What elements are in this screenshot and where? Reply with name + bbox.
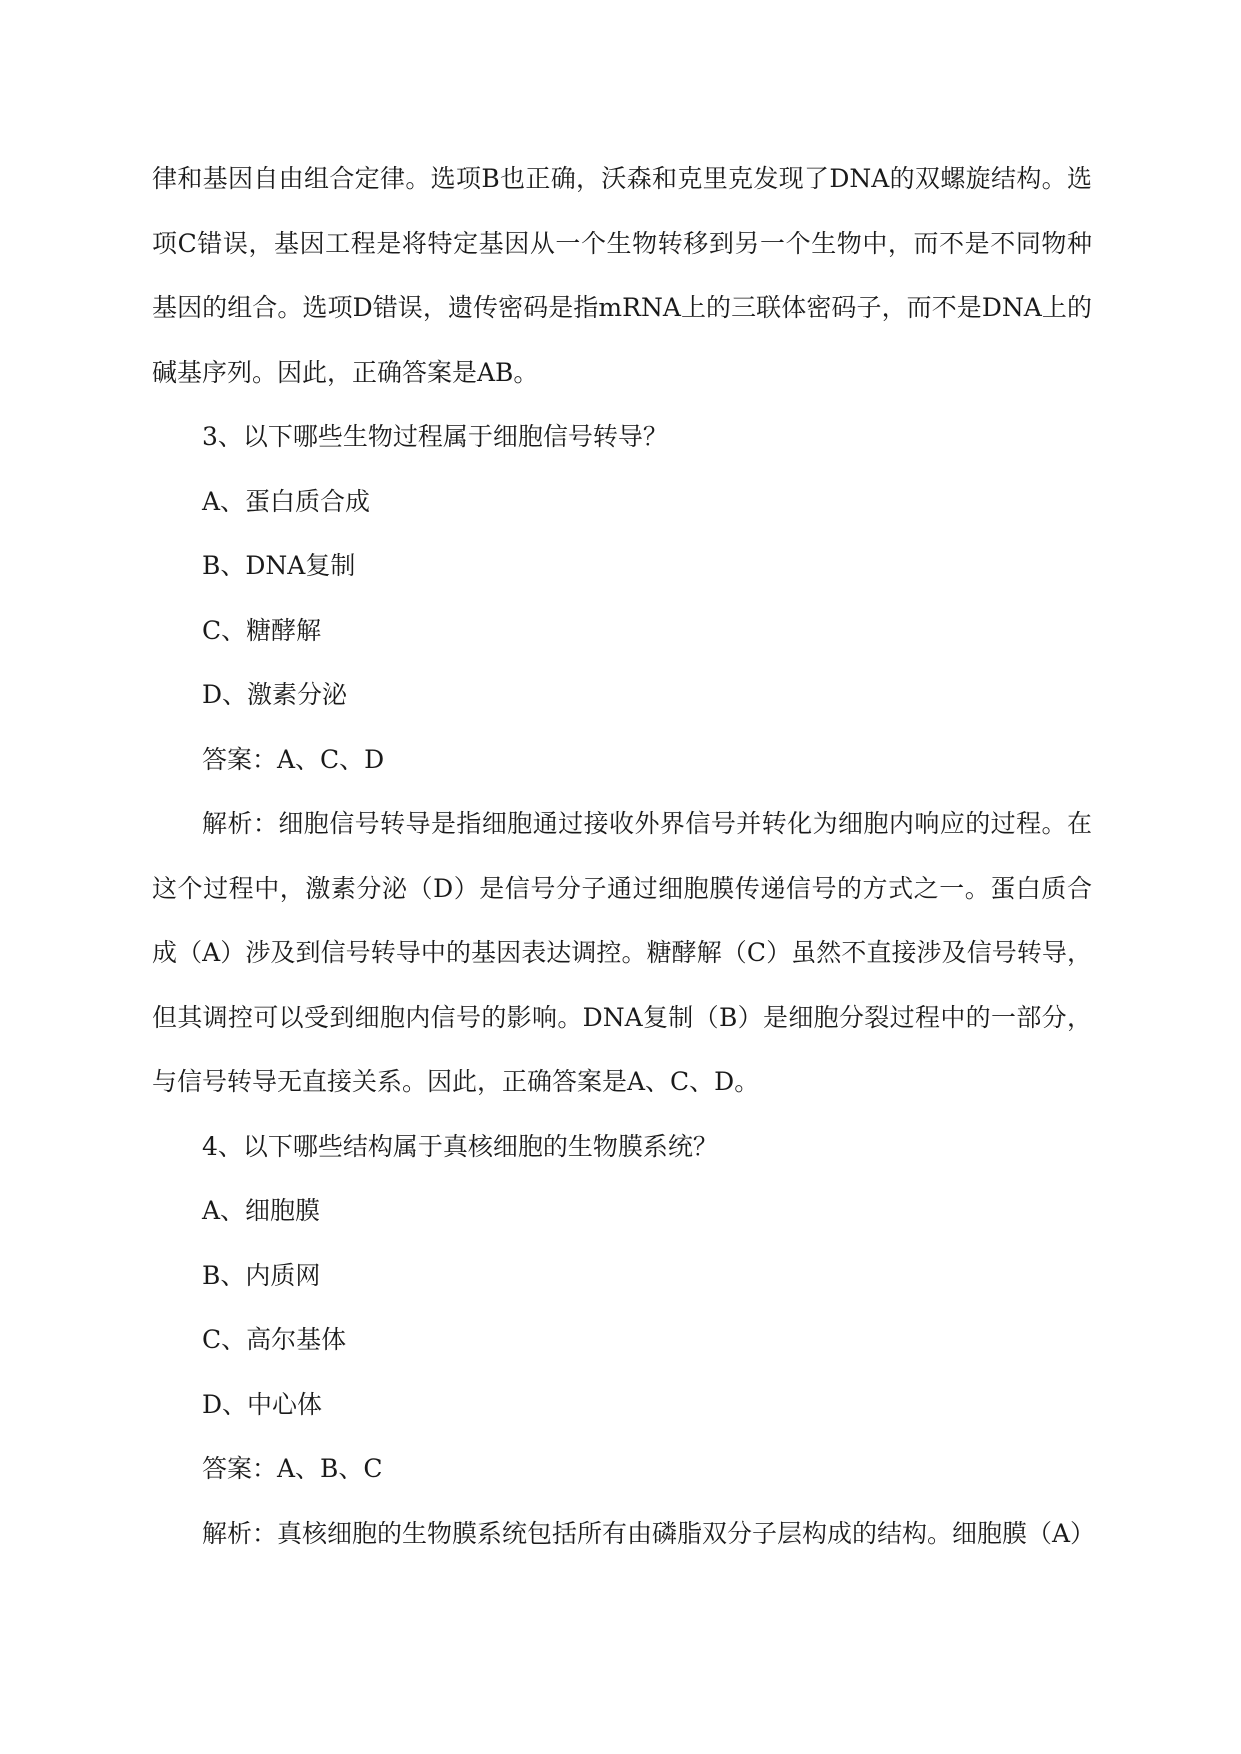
q4-option-d: D、中心体 bbox=[202, 1389, 323, 1419]
q4-option-a: A、细胞膜 bbox=[202, 1196, 321, 1225]
q3-option-b: B、DNA复制 bbox=[202, 551, 356, 580]
q3-option-d: D、激素分泌 bbox=[202, 680, 348, 709]
q3-analysis: 解析：细胞信号转导是指细胞通过接收外界信号并转化为细胞内响应的过程。在这个过程中，激素分泌（D）是信号分子通过细胞膜传递信号的方式之一。蛋白质合成（A）涉及到信号转导中的基因表达调控。糖酵解（C）虽然不直接涉及信号转导，但其调控可以受到细胞内信号的影响。DNA复制（B）是细胞分裂过程中的一部分，与信号转导无直接关系。因此，正确答案是A、C、D。 bbox=[152, 809, 1092, 1096]
q3-option-c: C、糖酵解 bbox=[202, 615, 322, 645]
q3-answer: 答案：A、C、D bbox=[202, 744, 385, 774]
q4-option-c: C、高尔基体 bbox=[202, 1325, 347, 1354]
paragraph-continuation: 律和基因自由组合定律。选项B也正确，沃森和克里克发现了DNA的双螺旋结构。选项C错误，基因工程是将特定基因从一个生物转移到另一个生物中，而不是不同物种基因的组合。选项D错误，遗传密码是指mRNA上的三联体密码子，而不是DNA上的碱基序列。因此，正确答案是AB。 bbox=[152, 164, 1092, 387]
page-content bbox=[152, 147, 1096, 1566]
q3-option-a: A、蛋白质合成 bbox=[202, 486, 371, 516]
q4-answer: 答案：A、B、C bbox=[202, 1454, 383, 1483]
question-3: 3、以下哪些生物过程属于细胞信号转导？ bbox=[202, 422, 668, 451]
q4-option-b: B、内质网 bbox=[202, 1260, 321, 1290]
question-4: 4、以下哪些结构属于真核细胞的生物膜系统？ bbox=[202, 1131, 718, 1161]
q4-analysis: 解析：真核细胞的生物膜系统包括所有由磷脂双分子层构成的结构。细胞膜（A） bbox=[202, 1518, 1096, 1548]
